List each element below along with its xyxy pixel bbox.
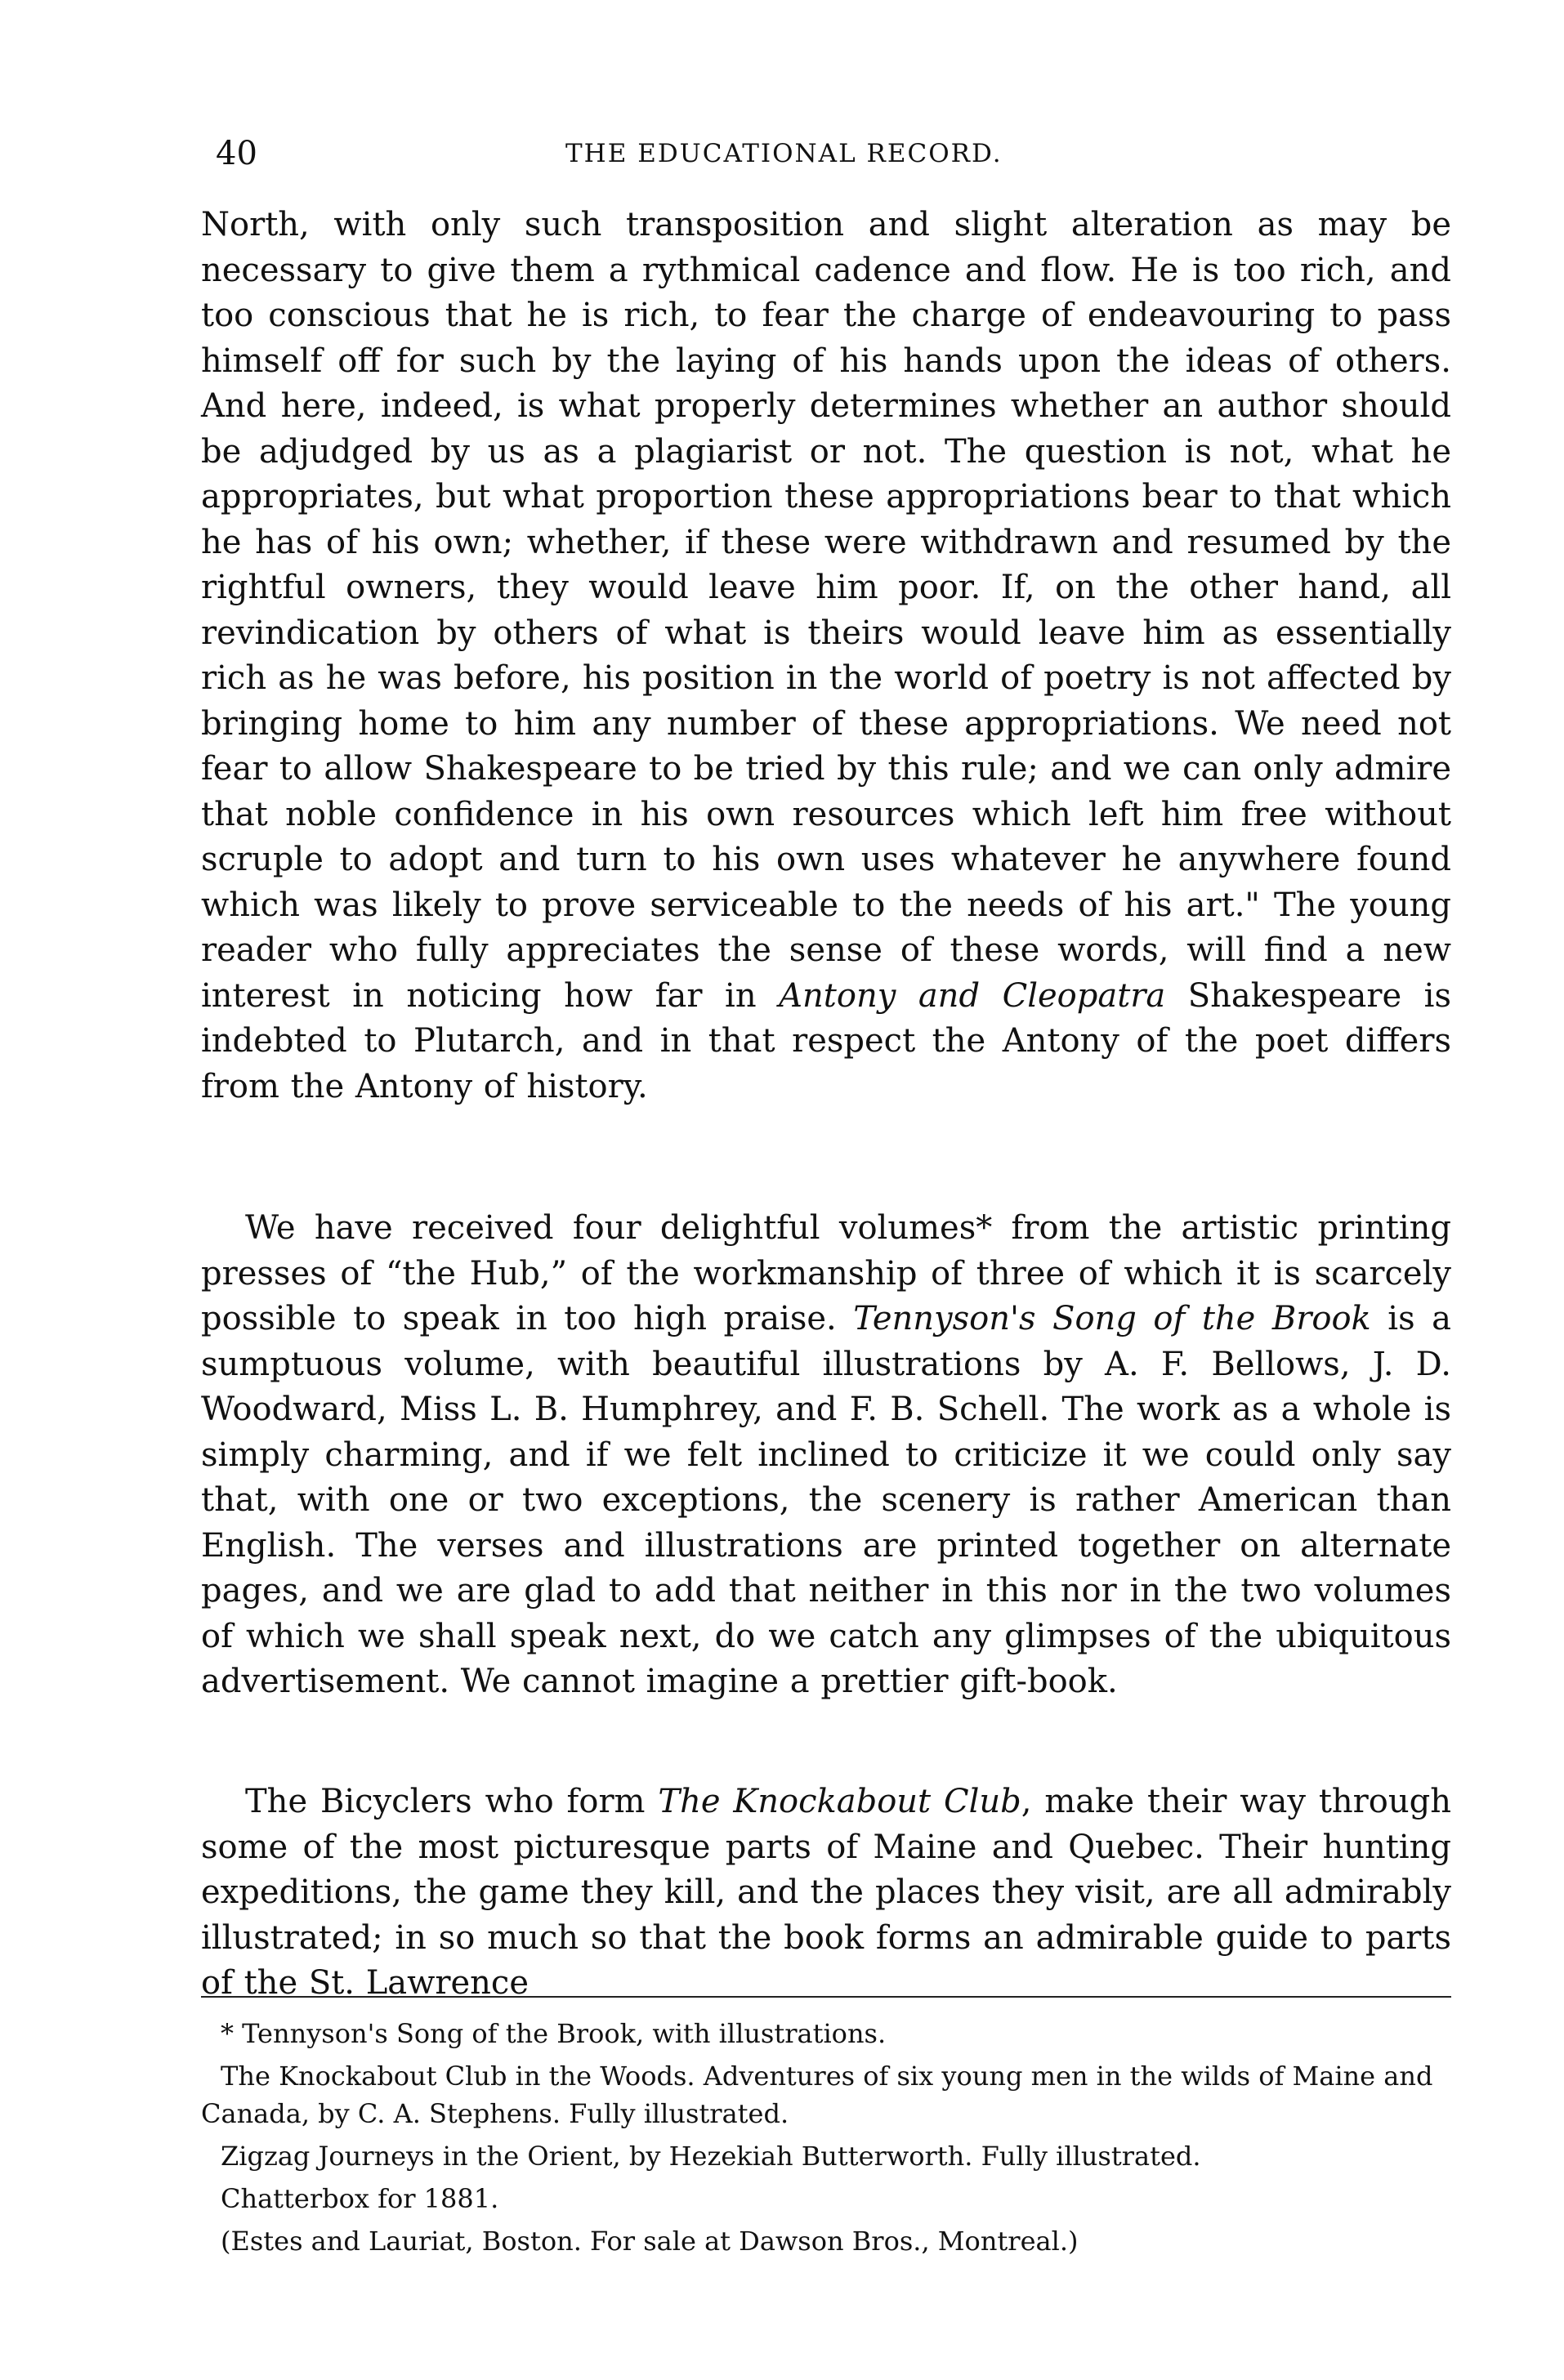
paragraph-text: The Bicyclers who form — [245, 1783, 659, 1820]
running-header — [201, 129, 1451, 178]
footnote: The Knockabout Club in the Woods. Adventures of six young men in the wilds of Maine and Canada, by C. A. Stephens. Fully illustrated. — [201, 2061, 1433, 2129]
paragraph-text: , make their way through some of the most picturesque parts of Maine and Quebec. Their hunting expeditions, the game they kill, and the places they visit, are all admirably illustrated; in so much so that the book forms an admirable guide to parts of the St. Lawrence — [201, 1783, 1451, 2002]
paragraph-text: is a sumptuous volume, with beautiful illustrations by A. F. Bellows, J. D. Woodward, Miss L. B. Humphrey, and F. B. Schell. The work as a whole is simply charming, and if we felt inclined to criticize it we could only say that, with one or two exceptions, the scenery is rather American than English. The verses and illustrations are printed together on alternate pages, and we are glad to add that neither in this nor in the two volumes of which we shall speak next, do we catch any glimpses of the ubiquitous advertisement. We cannot imagine a prettier gift-book. — [201, 1300, 1451, 1700]
footnote-divider — [201, 1996, 1451, 1998]
footnote: * Tennyson's Song of the Brook, with illustrations. — [221, 2018, 887, 2049]
paragraph-received-volumes — [201, 1206, 1451, 1705]
paragraph-knockabout-club — [201, 1779, 1451, 2007]
footnotes — [201, 2015, 1451, 2265]
page-number: 40 — [216, 135, 257, 172]
footnote: Chatterbox for 1881. — [221, 2183, 499, 2214]
paragraph-text: We have received four delightful volumes* from the artistic printing presses of “the Hub,” of the workmanship of three of which it is scarcely possible to speak in too high praise. — [201, 1209, 1451, 1337]
paragraph-text: North, with only such transposition and slight alteration as may be necessary to give them a rythmical cadence and flow. He is too rich, and too conscious that he is rich, to fear the charge of endeavouring to pass himself off for such by the laying of his hands upon the ideas of others. And here, indeed, is what properly determines whether an author should be adjudged by us as a plagiarist or not. The question is not, what he appropriates, but what proportion these appropriations bear to that which he has of his own; whether, if these were withdrawn and resumed by the rightful owners, they would leave him poor. If, on the other hand, all revindication by others of what is theirs would leave him as essentially rich as he was before, his position in the world of poetry is not affected by bringing home to him any number of these appropriations. We need not fear to allow Shakespeare to be tried by this rule; and we can only admire that noble confidence in his own resources which left him free without scruple to adopt and turn to his own uses whatever he anywhere found which was likely to prove serviceable to the needs of his art." The young reader who fully appreciates the sense of these words, will find a new interest in noticing how far in — [201, 206, 1451, 1015]
running-title: THE EDUCATIONAL RECORD. — [565, 139, 1003, 168]
italic-title: Tennyson's Song of the Brook — [853, 1300, 1371, 1337]
paragraph-plagiarism — [201, 203, 1451, 1110]
italic-title: The Knockabout Club — [658, 1783, 1021, 1820]
footnote: Zigzag Journeys in the Orient, by Hezekiah Butterworth. Fully illustrated. — [221, 2141, 1201, 2172]
paragraph-text: Shakespeare is indebted to Plutarch, and in that respect the Antony of the poet differs from the Antony of history. — [201, 976, 1451, 1105]
footnote: (Estes and Lauriat, Boston. For sale at Dawson Bros., Montreal.) — [221, 2226, 1079, 2257]
italic-title: Antony and Cleopatra — [779, 976, 1166, 1015]
